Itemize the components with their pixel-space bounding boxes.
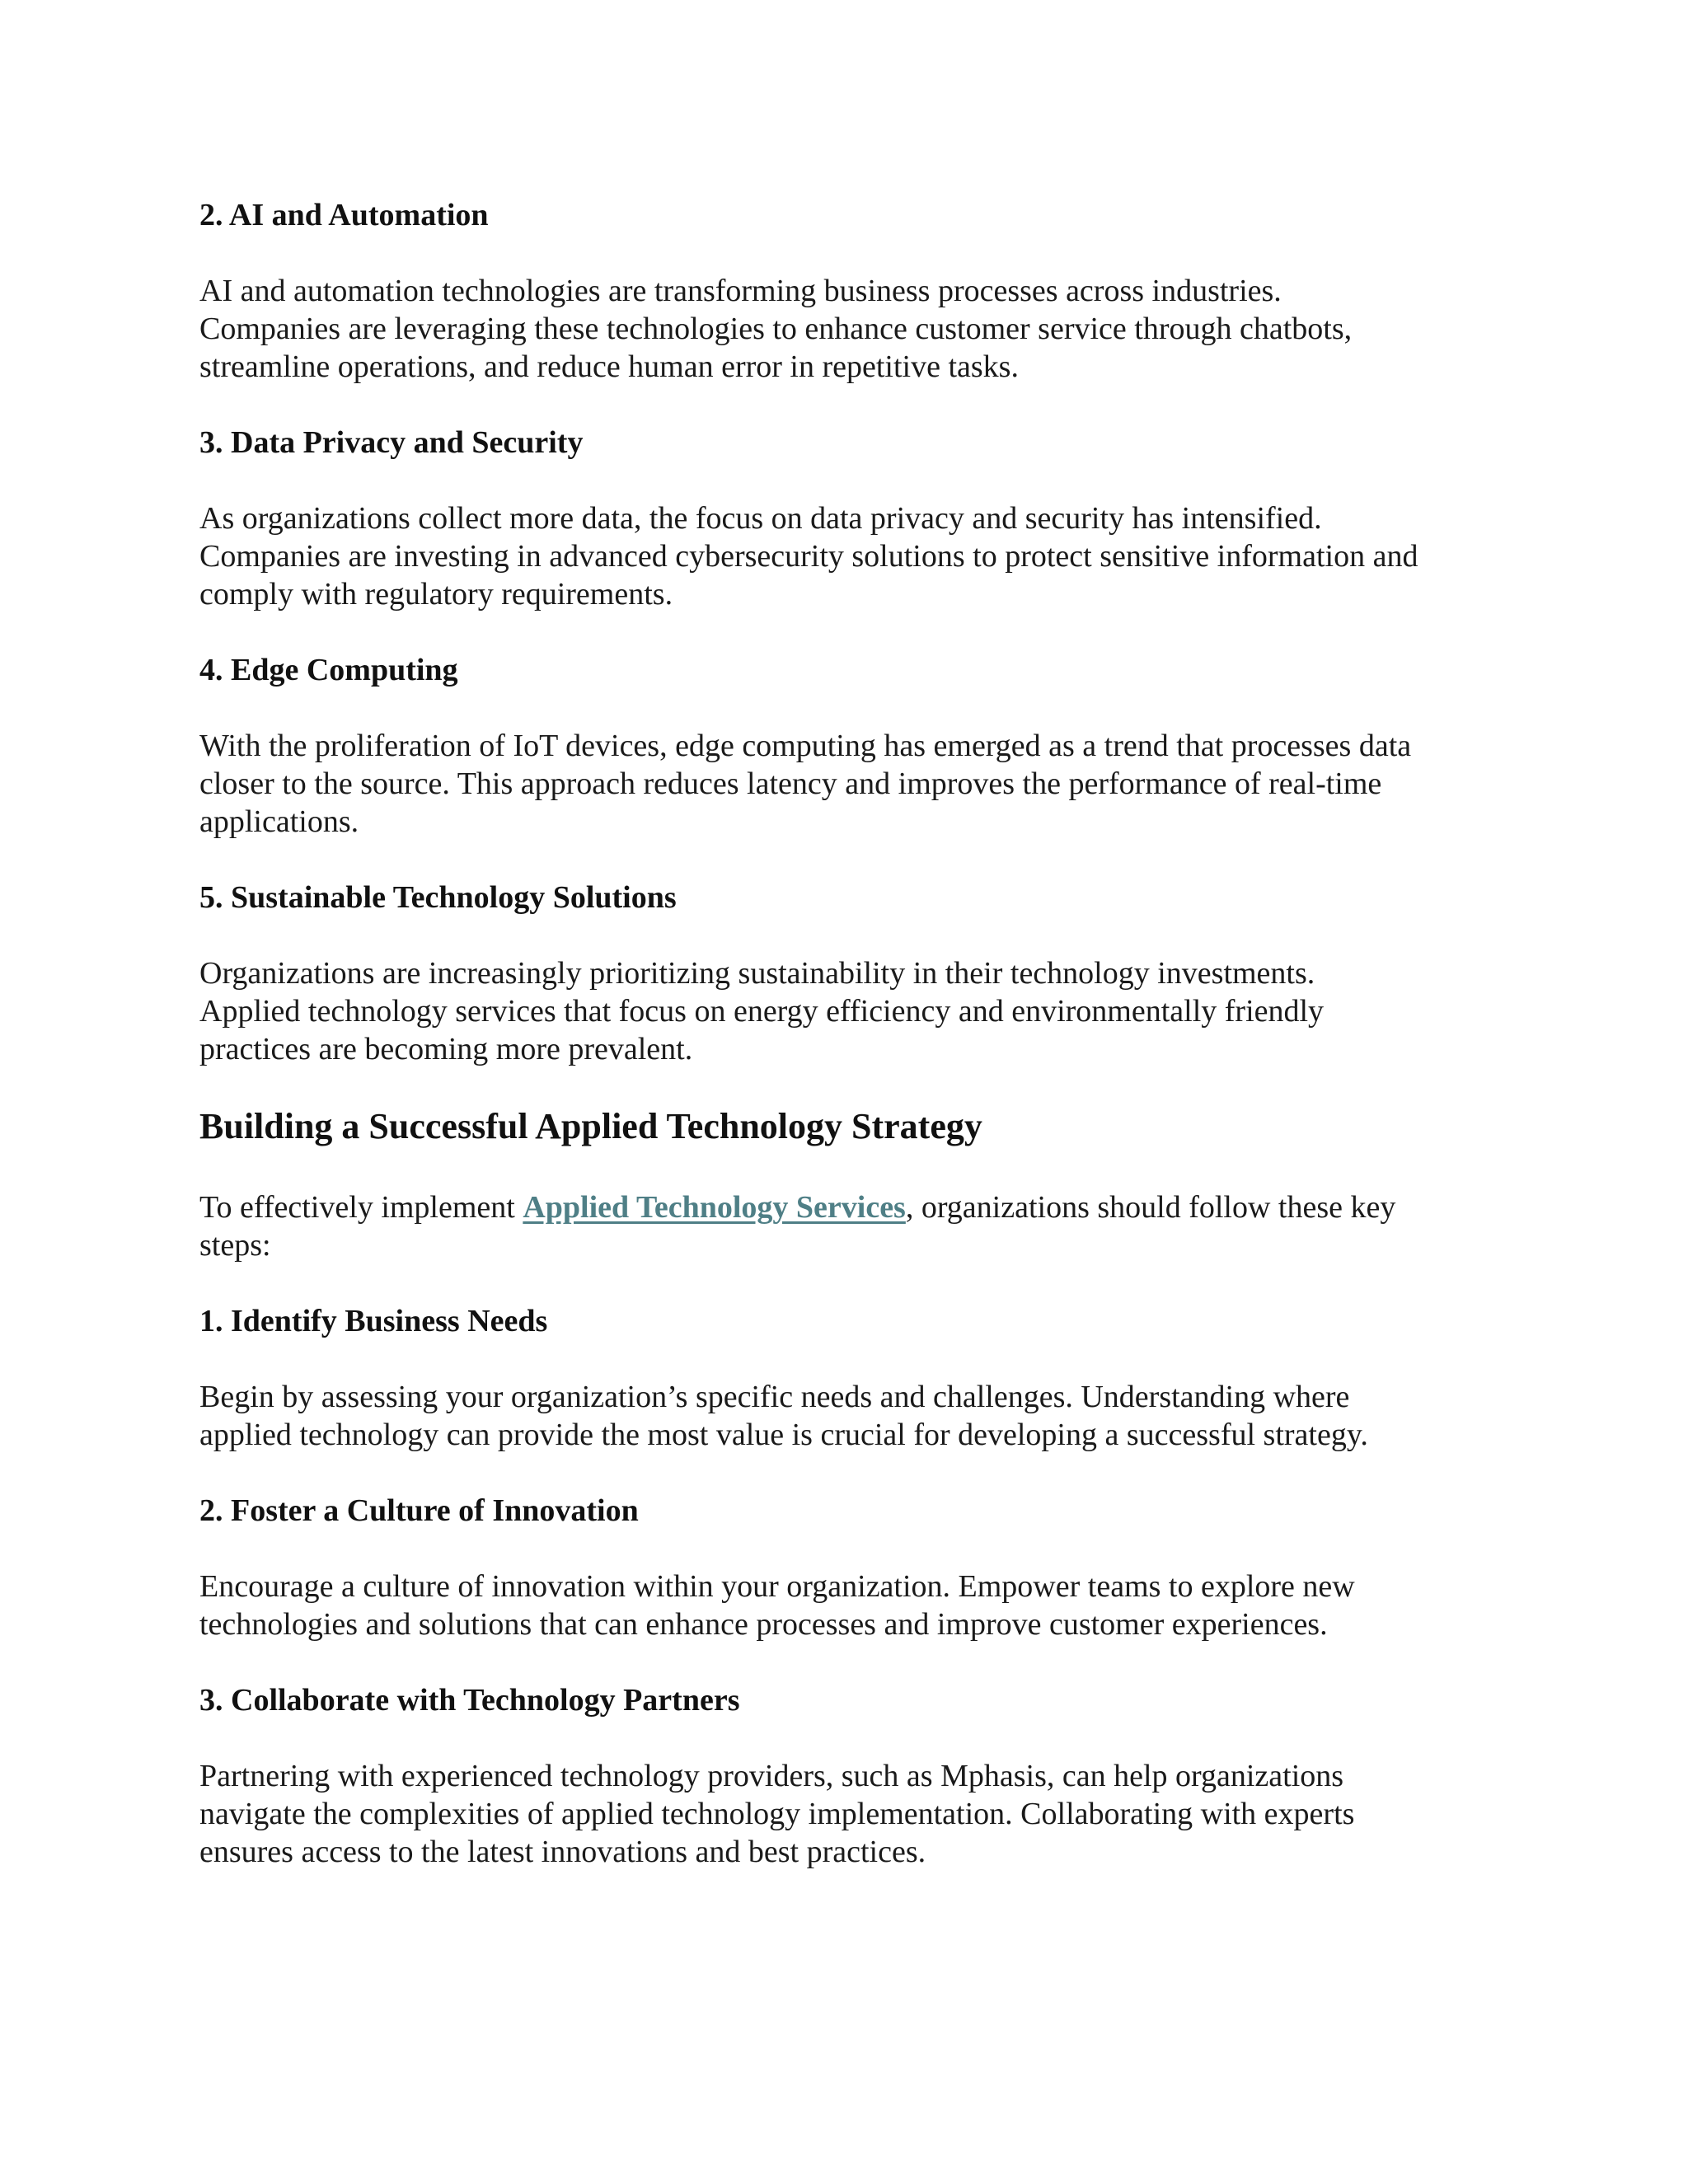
- paragraph-line: Encourage a culture of innovation within your organization. Empower teams to explore new: [199, 1569, 1355, 1604]
- paragraph-line: Companies are investing in advanced cybersecurity solutions to protect sensitive information and: [199, 539, 1418, 574]
- paragraph-line: Begin by assessing your organization’s specific needs and challenges. Understanding where: [199, 1380, 1350, 1414]
- paragraph-line: As organizations collect more data, the focus on data privacy and security has intensified.: [199, 501, 1322, 536]
- section-heading-data-privacy: 3. Data Privacy and Security: [199, 425, 584, 460]
- step-heading-identify-needs: 1. Identify Business Needs: [199, 1304, 548, 1338]
- section-paragraph-ai-automation: [199, 272, 1502, 386]
- strategy-intro-paragraph: [199, 1188, 1502, 1264]
- paragraph-line: navigate the complexities of applied technology implementation. Collaborating with experts: [199, 1797, 1355, 1831]
- paragraph-line: closer to the source. This approach reduces latency and improves the performance of real-time: [199, 766, 1382, 801]
- step-paragraph-culture-innovation: [199, 1568, 1502, 1643]
- paragraph-line: Organizations are increasingly prioritizing sustainability in their technology investments.: [199, 956, 1315, 991]
- paragraph-line: practices are becoming more prevalent.: [199, 1032, 693, 1066]
- paragraph-line: applications.: [199, 804, 359, 839]
- step-paragraph-technology-partners: [199, 1757, 1502, 1871]
- strategy-heading: Building a Successful Applied Technology Strategy: [199, 1106, 982, 1146]
- paragraph-line: AI and automation technologies are transforming business processes across industries.: [199, 274, 1282, 308]
- section-heading-sustainable-tech: 5. Sustainable Technology Solutions: [199, 880, 677, 915]
- paragraph-line: technologies and solutions that can enhance processes and improve customer experiences.: [199, 1607, 1328, 1642]
- paragraph-line: streamline operations, and reduce human error in repetitive tasks.: [199, 349, 1019, 384]
- paragraph-line: comply with regulatory requirements.: [199, 577, 673, 612]
- intro-text-before: To effectively implement: [199, 1190, 523, 1225]
- paragraph-line: ensures access to the latest innovations and best practices.: [199, 1835, 926, 1869]
- step-heading-technology-partners: 3. Collaborate with Technology Partners: [199, 1683, 740, 1718]
- step-paragraph-identify-needs: [199, 1378, 1502, 1454]
- paragraph-line: Partnering with experienced technology providers, such as Mphasis, can help organizations: [199, 1759, 1344, 1793]
- section-paragraph-edge-computing: [199, 727, 1502, 841]
- intro-text-line2: steps:: [199, 1228, 271, 1263]
- paragraph-line: With the proliferation of IoT devices, edge computing has emerged as a trend that processes data: [199, 729, 1412, 763]
- step-heading-culture-innovation: 2. Foster a Culture of Innovation: [199, 1493, 639, 1528]
- paragraph-line: applied technology can provide the most value is crucial for developing a successful strategy.: [199, 1418, 1368, 1452]
- section-paragraph-data-privacy: [199, 499, 1502, 613]
- section-heading-edge-computing: 4. Edge Computing: [199, 653, 458, 687]
- paragraph-line: Applied technology services that focus on energy efficiency and environmentally friendly: [199, 994, 1325, 1029]
- paragraph-line: Companies are leveraging these technologies to enhance customer service through chatbots,: [199, 312, 1353, 346]
- applied-technology-services-link[interactable]: Applied Technology Services: [523, 1190, 906, 1225]
- intro-text-after: , organizations should follow these key: [905, 1190, 1396, 1225]
- section-heading-ai-automation: 2. AI and Automation: [199, 198, 489, 232]
- section-paragraph-sustainable-tech: [199, 954, 1502, 1068]
